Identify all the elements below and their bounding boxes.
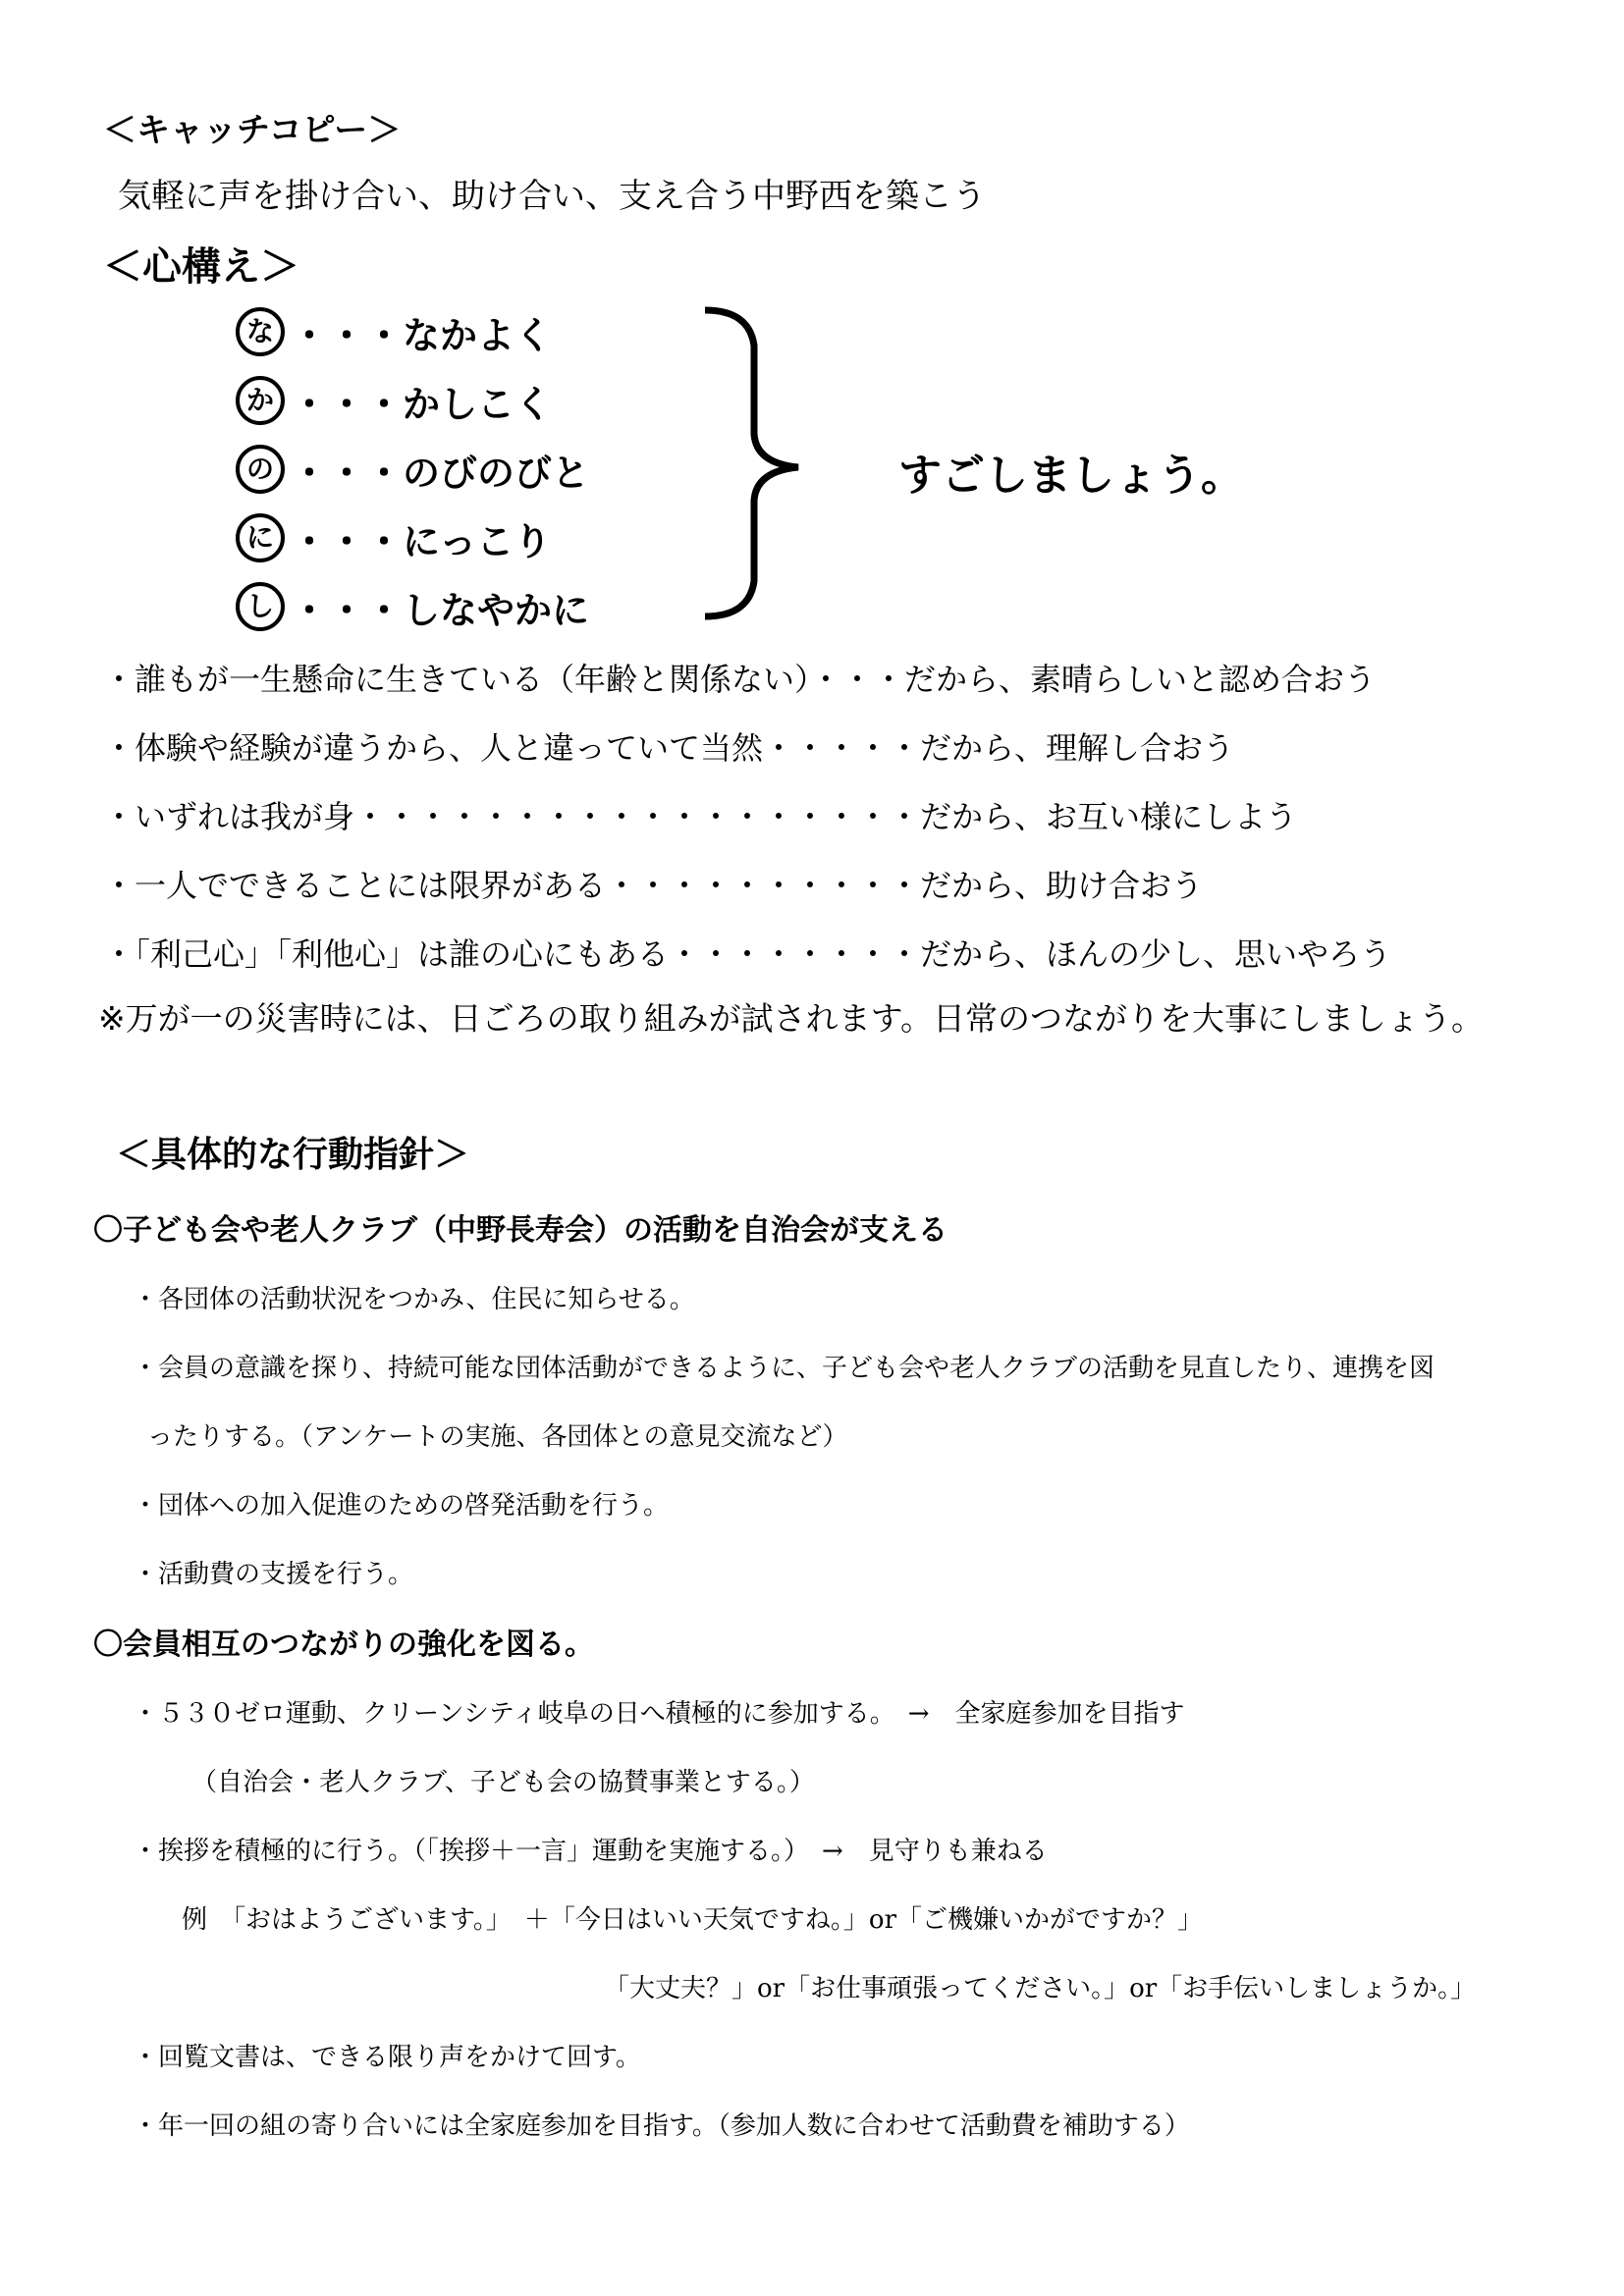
circled-char: な — [236, 307, 285, 356]
catch-copy-text: 気軽に声を掛け合い、助け合い、支え合う中野西を築こう — [118, 177, 986, 216]
guideline-line: ・挨拶を積極的に行う。（「挨拶＋一言」運動を実施する。） → 見守りも兼ねる — [133, 1837, 1048, 1866]
catch-copy-heading: ＜キャッチコピー＞ — [103, 111, 402, 150]
motto-text: ・・・にっこり — [291, 519, 552, 563]
guideline-line: ・活動費の支援を行う。 — [133, 1560, 414, 1589]
principle-item: ・誰もが一生懸命に生きている（年齢と関係ない）・・・だから、素晴らしいと認め合おう — [103, 661, 1377, 698]
circled-char: に — [236, 513, 285, 562]
motto-item-shi — [236, 577, 589, 636]
motto-text: ・・・しなやかに — [291, 588, 590, 632]
guideline-line: ・会員の意識を探り、持続可能な団体活動ができるように、子ども会や老人クラブの活動を見直したり、連携を図 — [133, 1354, 1435, 1383]
guideline-line: ・各団体の活動状況をつかみ、住民に知らせる。 — [133, 1285, 695, 1314]
guideline-line: 「大丈夫？」or「お仕事頑張ってください。」or「お手伝いしましょうか。」 — [604, 1974, 1477, 2003]
motto-text: ・・・かしこく — [291, 382, 553, 426]
motto-item-na — [236, 302, 552, 361]
action-guidelines-heading: ＜具体的な行動指針＞ — [116, 1135, 470, 1175]
guideline-line: ・団体への加入促進のための啓発活動を行う。 — [133, 1491, 670, 1521]
section-title-connections: 〇会員相互のつながりの強化を図る。 — [93, 1628, 594, 1662]
right-brace-icon — [705, 306, 813, 620]
motto-text: ・・・なかよく — [291, 313, 553, 357]
disaster-note: ※万が一の災害時には、日ごろの取り組みが試されます。日常のつながりを大事にしましょう。 — [98, 999, 1485, 1038]
principle-item: ・「利己心」「利他心」は誰の心にもある・・・・・・・・だから、ほんの少し、思いやろう — [103, 935, 1392, 973]
motto-item-no — [236, 440, 589, 499]
kokorogamae-heading: ＜心構え＞ — [103, 244, 299, 290]
circled-char: か — [236, 376, 285, 425]
motto-item-ka — [236, 371, 552, 430]
circled-char: の — [236, 445, 285, 494]
motto-item-ni — [236, 508, 551, 567]
guideline-line: 例 「おはようございます。」 ＋「今日はいい天気ですね。」or「ご機嫌いかがですか？」 — [182, 1905, 1204, 1935]
guideline-line: ったりする。（アンケートの実施、各団体との意見交流など） — [147, 1422, 848, 1452]
principle-item: ・いずれは我が身・・・・・・・・・・・・・・・・・・だから、お互い様にしよう — [103, 798, 1298, 835]
guideline-line: ・回覧文書は、できる限り声をかけて回す。 — [133, 2043, 641, 2072]
motto-text: ・・・のびのびと — [291, 451, 590, 495]
brace-conclusion: すごしましょう。 — [898, 451, 1244, 501]
guideline-line: （自治会・老人クラブ、子ども会の協賛事業とする。） — [191, 1768, 815, 1797]
principle-item: ・一人でできることには限界がある・・・・・・・・・・だから、助け合おう — [103, 867, 1204, 904]
principle-item: ・体験や経験が違うから、人と違っていて当然・・・・・だから、理解し合おう — [103, 729, 1235, 767]
section-title-organizations: 〇子ども会や老人クラブ（中野長寿会）の活動を自治会が支える — [93, 1213, 947, 1248]
guideline-line: ・５３０ゼロ運動、クリーンシティ岐阜の日へ積極的に参加する。 → 全家庭参加を目指す — [133, 1699, 1185, 1729]
circled-char: し — [236, 582, 285, 631]
guideline-line: ・年一回の組の寄り合いには全家庭参加を目指す。（参加人数に合わせて活動費を補助する） — [133, 2111, 1190, 2141]
